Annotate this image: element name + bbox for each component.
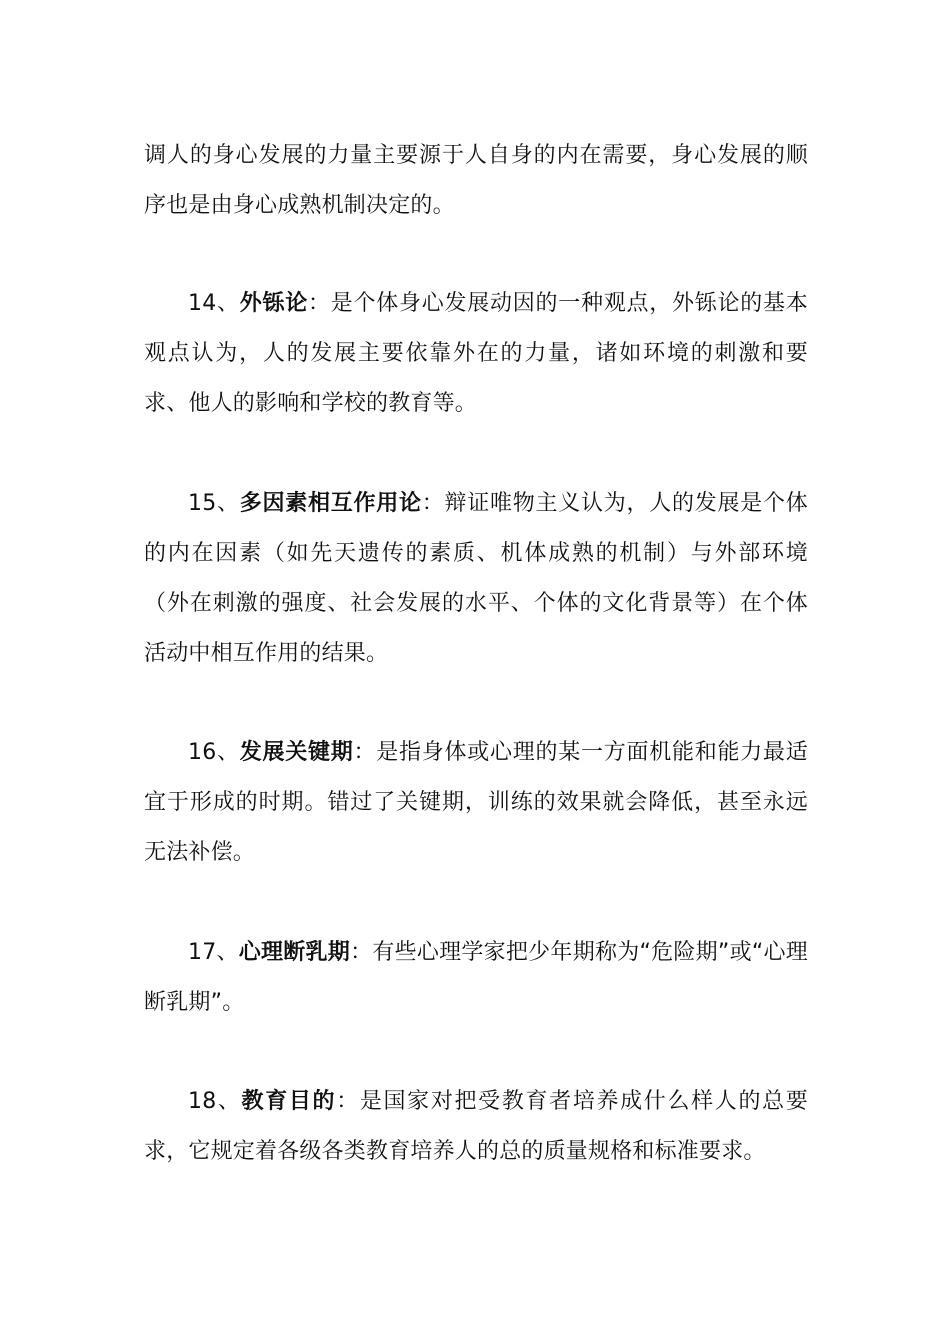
definition-text: ：是个体身心发展动因的一种观点，外铄论的基本观点认为，人的发展主要依靠外在的力量，诸如环境的刺激和要求、他人的影响和学校的教育等。 [144,291,808,416]
definition-text: ：有些心理学家把少年期称为“危险期”或“心理断乳期”。 [144,940,808,1015]
definition-paragraph-18 [144,1077,808,1177]
term-title: 心理断乳期 [238,940,351,965]
item-number: 14、 [188,291,240,316]
term-title: 教育目的 [241,1089,337,1114]
paragraph-continuation [144,131,808,231]
term-title: 多因素相互作用论 [239,491,422,516]
definition-text: ：辩证唯物主义认为，人的发展是个体的内在因素（如先天遗传的素质、机体成熟的机制）与外部环境（外在刺激的强度、社会发展的水平、个体的文化背景等）在个体活动中相互作用的结果。 [144,491,808,666]
definition-paragraph-17 [144,928,808,1028]
term-title: 外铄论 [239,291,308,316]
definition-paragraph-14 [144,279,808,429]
definition-paragraph-15 [144,479,808,679]
definition-text: ：是国家对把受教育者培养成什么样人的总要求，它规定着各级各类教育培养人的总的质量规格和标准要求。 [144,1089,808,1164]
term-title: 发展关键期 [239,740,354,765]
paragraph-text: 调人的身心发展的力量主要源于人自身的内在需要，身心发展的顺序也是由身心成熟机制决定的。 [144,143,808,218]
definition-paragraph-16 [144,728,808,878]
item-number: 18、 [188,1089,242,1114]
item-number: 16、 [188,740,240,765]
definition-text: ：是指身体或心理的某一方面机能和能力最适宜于形成的时期。错过了关键期，训练的效果就会降低，甚至永远无法补偿。 [144,740,808,865]
item-number: 17、 [188,940,239,965]
item-number: 15、 [188,491,240,516]
